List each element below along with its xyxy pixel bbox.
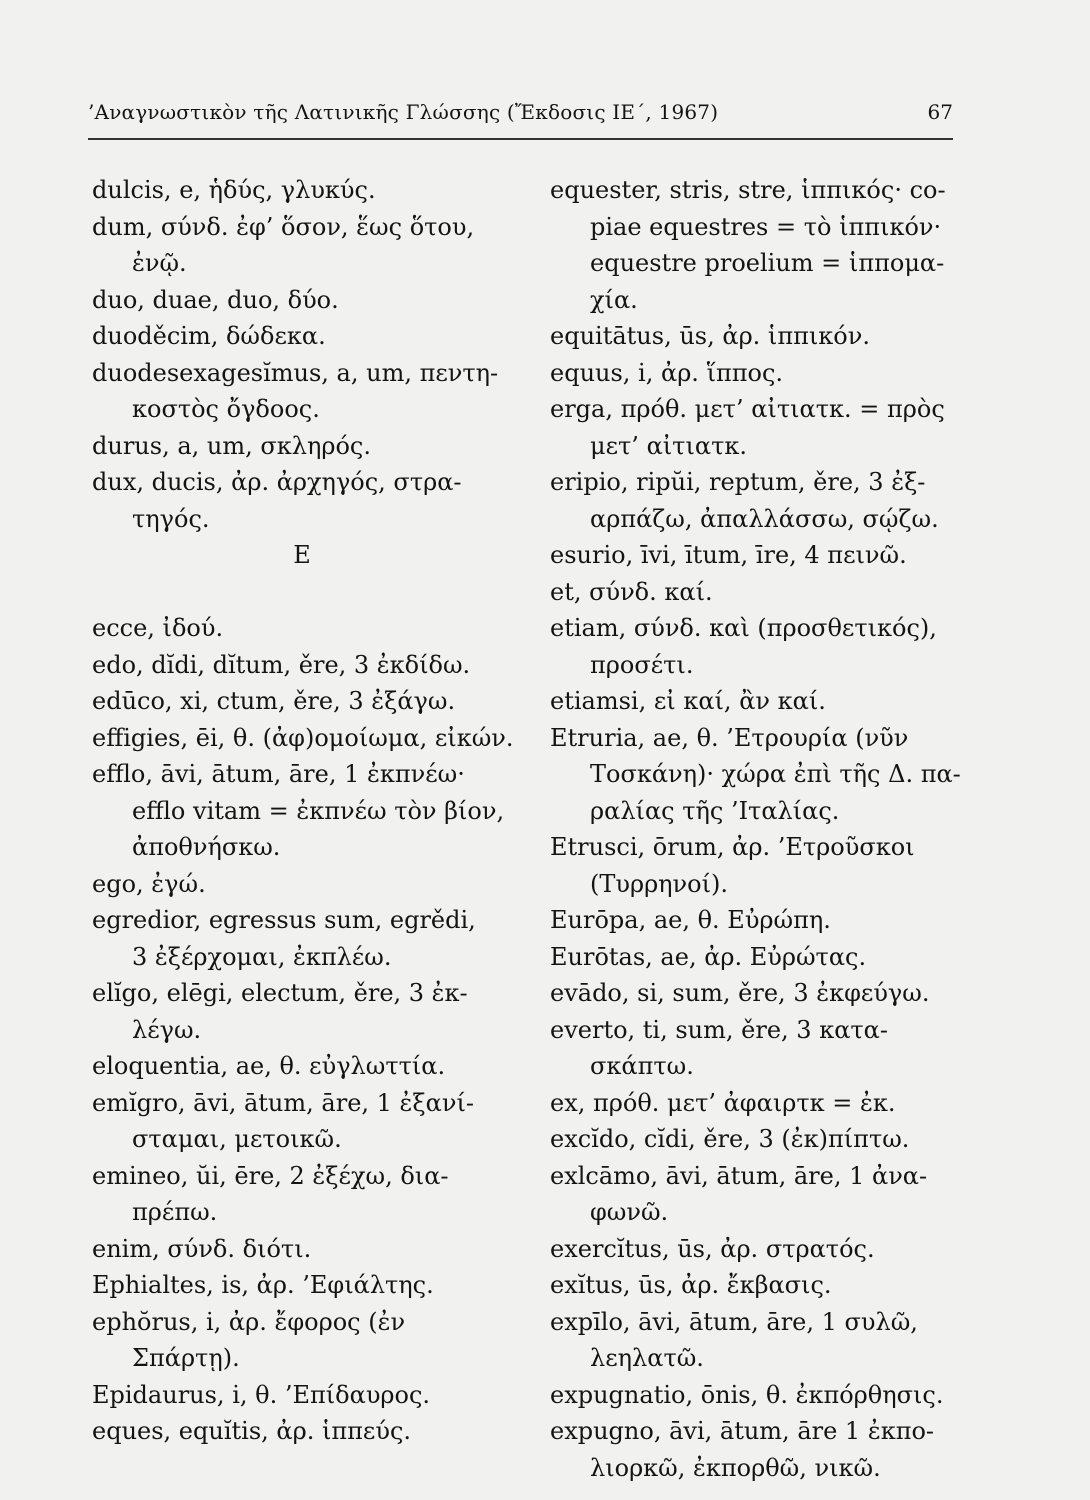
dictionary-entry-line: expugno, āvi, ātum, āre 1 ἐκπο- (550, 1417, 935, 1445)
dictionary-entry-line: durus, a, um, σκληρός. (92, 431, 371, 460)
entry-continuation-line: ἀποθνήσκω. (132, 833, 281, 861)
dictionary-entry-line: duodesexagesĭmus, a, um, πεντη- (92, 358, 499, 387)
dictionary-entry-line: eques, equĭtis, ἀρ. ἱππεύς. (92, 1417, 412, 1445)
dictionary-entry-line: Etruria, ae, θ. ’Ετρουρία (νῦν (550, 723, 909, 752)
entry-continuation-line: Σπάρτῃ). (132, 1344, 240, 1372)
dictionary-entry-line: exĭtus, ūs, ἀρ. ἔκβασις. (550, 1271, 832, 1299)
entry-continuation-line: Τοσκάνη)· χώρα ἐπὶ τῆς Δ. πα- (590, 760, 961, 788)
entry-continuation-line: ἐνῷ. (132, 249, 187, 277)
dictionary-entry-line: effigies, ēi, θ. (ἀφ)ομοίωμα, εἰκών. (92, 723, 514, 752)
dictionary-entry-line: etiam, σύνδ. καὶ (προσθετικός), (550, 614, 937, 642)
entry-continuation-line: λεηλατῶ. (590, 1344, 704, 1372)
dictionary-entry-line: equester, stris, stre, ἱππικός· co- (550, 176, 946, 204)
running-title: ’Αναγνωστικὸν τῆς Λατινικῆς Γλώσσης (Ἔκδοσις ΙΕ΄, 1967) (88, 100, 719, 124)
entry-continuation-line: χία. (590, 285, 638, 314)
dictionary-entry-line: etiamsi, εἰ καί, ἂν καί. (550, 687, 826, 715)
dictionary-entry-line: edūco, xi, ctum, ěre, 3 ἐξάγω. (92, 687, 456, 715)
entry-continuation-line: σκάπτω. (590, 1052, 694, 1080)
dictionary-entry-line: eripio, ripŭi, reptum, ěre, 3 ἐξ- (550, 468, 926, 496)
entry-continuation-line: μετ’ αἰτιατκ. (590, 431, 747, 460)
dictionary-entry-line: ego, ἐγώ. (92, 869, 206, 898)
page-header (88, 98, 953, 140)
entry-continuation-line: τηγός. (132, 504, 210, 533)
dictionary-entry-line: exlcāmo, āvi, ātum, āre, 1 ἀνα- (550, 1161, 928, 1190)
dictionary-entry-line: Etrusci, ōrum, ἀρ. ’Ετροῦσκοι (550, 833, 915, 861)
dictionary-entry-line: Ephialtes, is, ἀρ. ’Εφιάλτης. (92, 1271, 434, 1299)
dictionary-entry-line: esurio, īvi, ītum, īre, 4 πεινῶ. (550, 541, 907, 569)
page-number: 67 (927, 100, 953, 124)
entry-continuation-line: piae equestres = τὸ ἱππικόν· (590, 212, 942, 241)
dictionary-entry-line: ephŏrus, i, ἀρ. ἔφορος (ἐν (92, 1307, 406, 1336)
entry-continuation-line: κοστὸς ὄγδοος. (132, 395, 320, 423)
entry-continuation-line: equestre proelium = ἱππομα- (590, 249, 945, 277)
left-column (92, 172, 522, 1450)
dictionary-entry-line: erga, πρόθ. μετ’ αἰτιατκ. = πρὸς (550, 395, 945, 423)
dictionary-entry-line: elĭgo, elēgi, electum, ěre, 3 ἐκ- (92, 979, 468, 1007)
entry-continuation-line: σταμαι, μετοικῶ. (132, 1125, 342, 1153)
section-spacer (92, 574, 522, 611)
dictionary-entry-line: et, σύνδ. καί. (550, 577, 713, 606)
dictionary-entry-line: expugnatio, ōnis, θ. ἐκπόρθησις. (550, 1380, 944, 1409)
dictionary-entry-line: emineo, ŭi, ēre, 2 ἐξέχω, δια- (92, 1161, 449, 1190)
dictionary-entry-line: evādo, si, sum, ěre, 3 ἐκφεύγω. (550, 979, 930, 1007)
entry-continuation-line: ραλίας τῆς ’Ιταλίας. (590, 796, 840, 825)
dictionary-entry-line: expīlo, āvi, ātum, āre, 1 συλῶ, (550, 1307, 918, 1336)
entry-continuation-line: προσέτι. (590, 650, 694, 679)
entry-continuation-line: 3 ἐξέρχομαι, ἐκπλέω. (132, 942, 392, 971)
dictionary-entry-line: eloquentia, ae, θ. εὐγλωττία. (92, 1052, 446, 1080)
dictionary-entry-line: edo, dĭdi, dĭtum, ěre, 3 ἐκδίδω. (92, 650, 471, 679)
entry-continuation-line: αρπάζω, ἀπαλλάσσω, σῴζω. (590, 504, 939, 533)
dictionary-entry-line: dulcis, e, ἡδύς, γλυκύς. (92, 176, 376, 204)
dictionary-entry-line: dum, σύνδ. ἐφ’ ὅσον, ἕως ὅτου, (92, 212, 475, 241)
dictionary-entry-line: duoděcim, δώδεκα. (92, 322, 326, 350)
dictionary-entry-line: equitātus, ūs, ἀρ. ἱππικόν. (550, 322, 870, 350)
entry-continuation-line: efflo vitam = ἐκπνέω τὸν βίον, (132, 796, 505, 825)
dictionary-entry-line: Eurōtas, ae, ἀρ. Εὐρώτας. (550, 942, 867, 971)
entry-continuation-line: πρέπω. (132, 1198, 218, 1226)
dictionary-entry-line: duo, duae, duo, δύο. (92, 285, 339, 314)
dictionary-entry-line: efflo, āvi, ātum, āre, 1 ἐκπνέω· (92, 760, 465, 788)
dictionary-entry-line: equus, i, ἀρ. ἵππος. (550, 358, 784, 387)
dictionary-entry-line: Eurōpa, ae, θ. Εὐρώπη. (550, 906, 831, 934)
dictionary-entry-line: ecce, ἰδού. (92, 614, 224, 642)
dictionary-entry-line: ex, πρόθ. μετ’ ἀφαιρτκ = ἐκ. (550, 1088, 896, 1117)
dictionary-entry-line: excĭdo, cĭdi, ěre, 3 (ἐκ)πίπτω. (550, 1125, 910, 1153)
dictionary-entry-line: everto, ti, sum, ěre, 3 κατα- (550, 1015, 888, 1044)
dictionary-entry-line: egredior, egressus sum, egrědi, (92, 906, 476, 934)
entry-continuation-line: λιορκῶ, ἐκπορθῶ, νικῶ. (590, 1453, 881, 1482)
section-letter-heading: E (293, 541, 311, 569)
entry-continuation-line: φωνῶ. (590, 1198, 669, 1226)
entry-continuation-line: λέγω. (132, 1015, 202, 1044)
right-column (550, 172, 970, 1486)
dictionary-entry-line: exercĭtus, ūs, ἀρ. στρατός. (550, 1234, 875, 1263)
dictionary-entry-line: emĭgro, āvi, ātum, āre, 1 ἐξανί- (92, 1088, 474, 1117)
entry-continuation-line: (Τυρρηνοί). (590, 869, 728, 898)
dictionary-entry-line: Epidaurus, i, θ. ’Επίδαυρος. (92, 1380, 431, 1409)
dictionary-entry-line: enim, σύνδ. διότι. (92, 1234, 312, 1263)
dictionary-entry-line: dux, ducis, ἀρ. ἀρχηγός, στρα- (92, 468, 462, 496)
